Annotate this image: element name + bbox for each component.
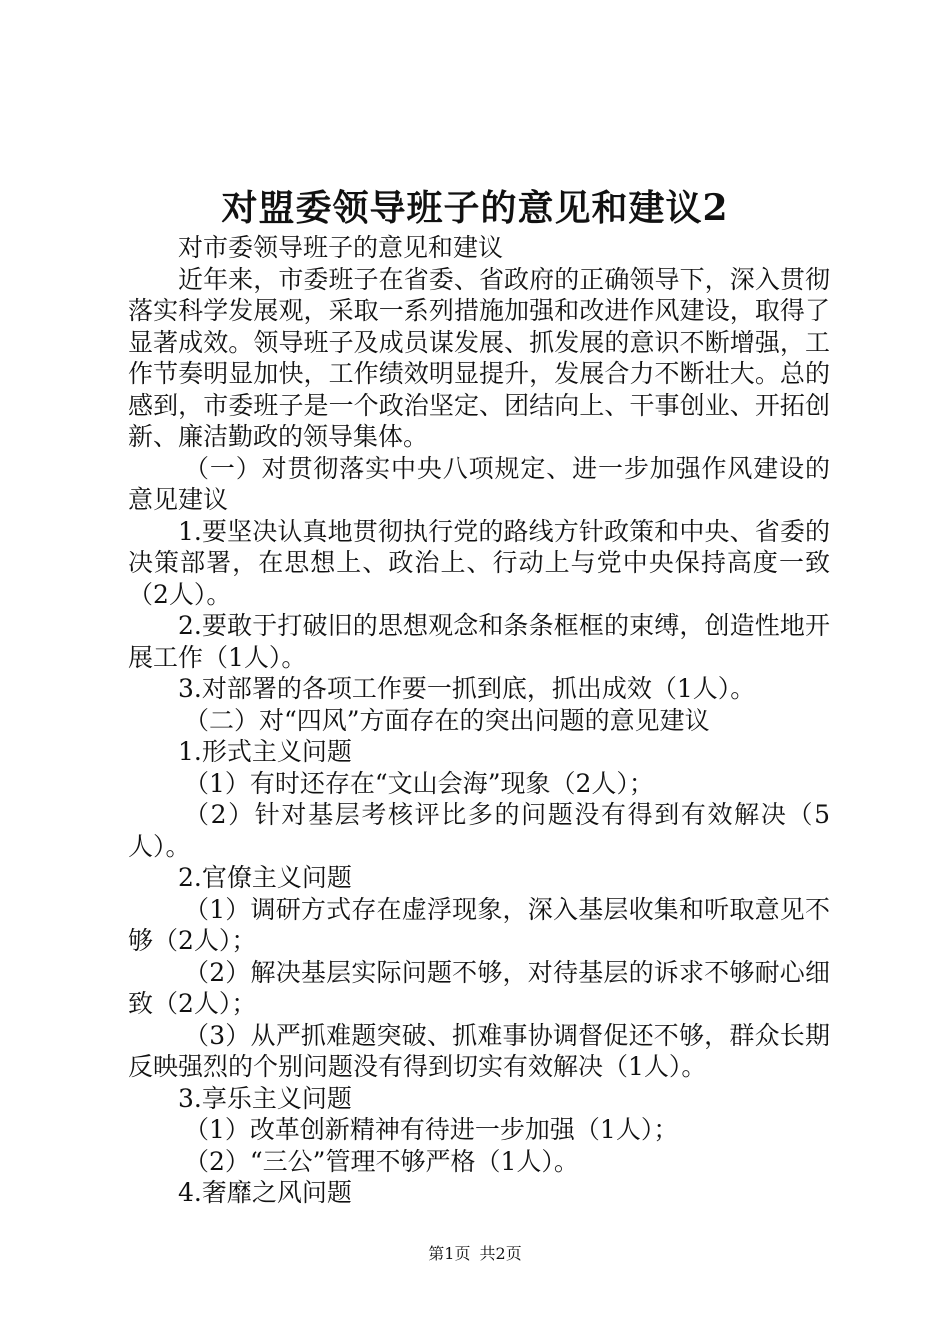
paragraph-hedonism-1: （1）改革创新精神有待进一步加强（1人）； [184,1115,679,1144]
document-body [128,232,830,1209]
page-footer [0,1243,950,1265]
paragraph-hedonism-heading: 3.享乐主义问题 [178,1083,352,1113]
paragraph-bureaucracy-2: （2）解决基层实际问题不够，对待基层的诉求不够耐心细致（2人）； [128,957,830,1018]
paragraph-subtitle: 对市委领导班子的意见和建议 [178,233,504,262]
paragraph-item-1-2: 2.要敢于打破旧的思想观念和条条框框的束缚，创造性地开展工作（1人）。 [128,611,830,672]
page-number: 第1页 [428,1244,471,1263]
paragraph-hedonism-2: （2）“三公”管理不够严格（1人）。 [184,1146,579,1176]
paragraph-section-1-heading: （一）对贯彻落实中央八项规定、进一步加强作风建设的意见建议 [128,453,830,514]
document-title: 对盟委领导班子的意见和建议2 [221,187,729,229]
paragraph-formalism-2: （2）针对基层考核评比多的问题没有得到有效解决（5人）。 [128,800,830,861]
paragraph-intro: 近年来，市委班子在省委、省政府的正确领导下，深入贯彻落实科学发展观，采取一系列措施加强和改进作风建设，取得了显著成效。领导班子及成员谋发展、抓发展的意识不断增强，工作节奏明显加快，工作绩效明显提升，发展合力不断壮大。总的感到，市委班子是一个政治坚定、团结向上、干事创业、开拓创新、廉洁勤政的领导集体。 [128,264,830,451]
paragraph-bureaucracy-heading: 2.官僚主义问题 [178,863,352,892]
paragraph-item-1-3: 3.对部署的各项工作要一抓到底，抓出成效（1人）。 [178,674,756,703]
paragraph-extravagance-heading: 4.奢靡之风问题 [178,1178,352,1207]
page-total: 共2页 [479,1244,522,1263]
paragraph-item-1-1: 1.要坚决认真地贯彻执行党的路线方针政策和中央、省委的决策部署，在思想上、政治上、行动上与党中央保持高度一致（2人）。 [128,516,830,609]
paragraph-section-2-heading: （二）对“四风”方面存在的突出问题的意见建议 [184,705,710,735]
paragraph-formalism-heading: 1.形式主义问题 [178,737,352,766]
paragraph-formalism-1: （1）有时还存在“文山会海”现象（2人）； [184,768,654,798]
paragraph-bureaucracy-1: （1）调研方式存在虚浮现象，深入基层收集和听取意见不够（2人）； [128,894,830,955]
paragraph-bureaucracy-3: （3）从严抓难题突破、抓难事协调督促还不够，群众长期反映强烈的个别问题没有得到切实有效解决（1人）。 [128,1020,830,1081]
